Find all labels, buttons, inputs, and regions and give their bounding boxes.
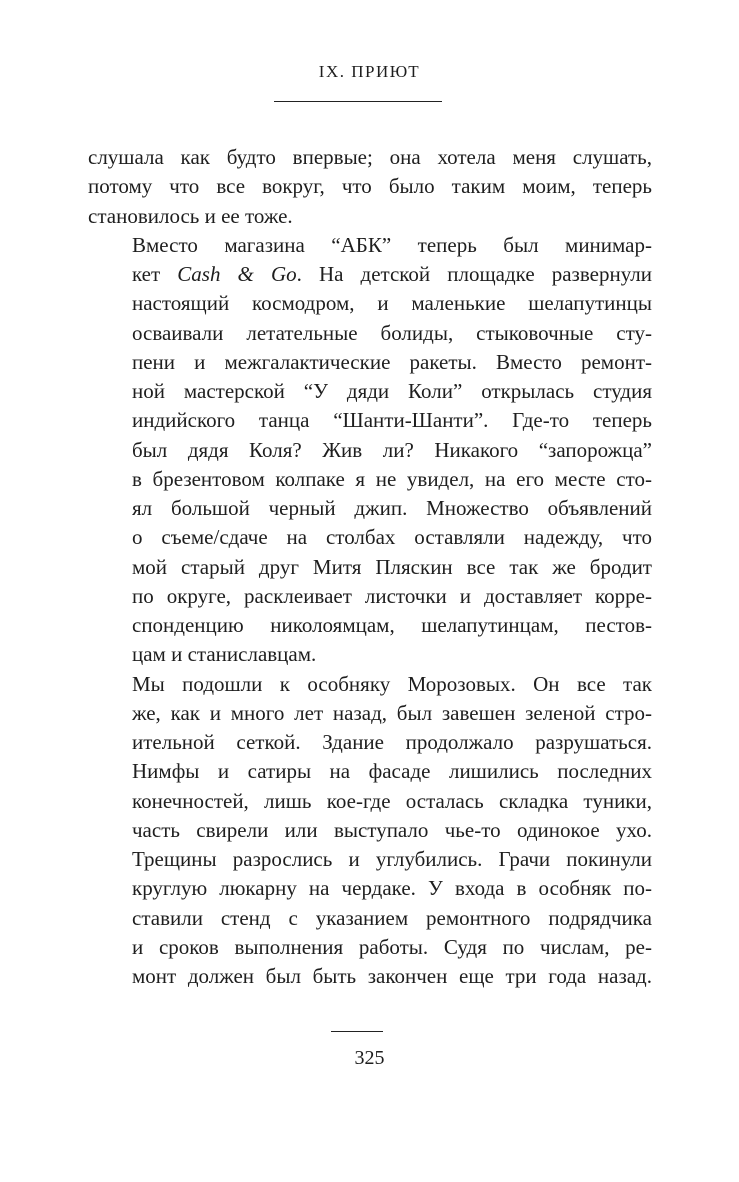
footer-rule (331, 1031, 383, 1032)
text-line: круглую люкарну на чердаке. У входа в особняк по- (132, 876, 652, 901)
brand-name: Cash & Go (177, 262, 297, 286)
text-line: цам и станиславцам. (132, 642, 317, 667)
text-line (88, 260, 652, 289)
text-line: монт должен был быть закончен еще три года назад. (132, 964, 652, 988)
running-head: IX. ПРИЮТ (318, 62, 421, 81)
text-line: ительной сеткой. Здание продолжало разрушаться. (132, 730, 652, 754)
text-line: был дядя Коля? Жив ли? Никакого “запорожца” (132, 437, 652, 462)
text-line: пени и межгалактические ракеты. Вместо ремонт- (132, 349, 652, 374)
header-rule (274, 101, 442, 102)
text-line: осваивали летательные болиды, стыковочные сту- (132, 320, 652, 345)
text-line: о съеме/сдаче на столбах оставляли надежду, что (132, 525, 652, 550)
text-line: Вместо магазина “АБК” теперь был минимар- (132, 232, 652, 257)
text-line: Мы подошли к особняку Морозовых. Он все так (132, 671, 652, 696)
text-line: становилось и ее тоже. (88, 203, 293, 228)
text-line: Трещины разрослись и углубились. Грачи покинули (132, 847, 652, 871)
text-line: ной мастерской “У дяди Коли” открылась студия (132, 379, 652, 403)
text-line: же, как и много лет назад, был завешен зеленой стро- (132, 700, 652, 725)
text-line: в брезентовом колпаке я не увидел, на его месте сто- (132, 466, 652, 491)
text-line: спонденцию николоямцам, шелапутинцам, пестов- (132, 613, 652, 637)
text-line: и сроков выполнения работы. Судя по числам, ре- (132, 934, 652, 959)
text-line: потому что все вокруг, что было таким моим, теперь (88, 174, 652, 199)
text-line: по округе, расклеивает листочки и доставляет корре- (132, 583, 652, 608)
paragraph-3 (88, 670, 652, 992)
paragraph-1 (88, 143, 652, 231)
text-line: ставили стенд с указанием ремонтного подрядчика (132, 905, 652, 930)
text-line: ял большой черный джип. Множество объявлений (132, 496, 652, 520)
text-line: мой старый друг Митя Пляскин все так же бродит (132, 554, 652, 579)
text-line: часть свирели или выступало чье-то одинокое ухо. (132, 817, 652, 842)
text-fragment: кет (132, 262, 178, 286)
text-line: Нимфы и сатиры на фасаде лишились последних (132, 759, 652, 784)
text-line: настоящий космодром, и маленькие шелапутинцы (132, 291, 652, 316)
text-line: конечностей, лишь кое-где осталась складка туники, (132, 788, 652, 813)
text-line: слушала как будто впервые; она хотела меня слушать, (88, 145, 652, 169)
text-line: индийского танца “Шанти-Шанти”. Где-то теперь (132, 408, 652, 433)
page-number: 325 (354, 1047, 385, 1069)
text-fragment: . На детской площадке развернули (296, 262, 652, 286)
body-text (88, 143, 652, 991)
paragraph-2 (88, 231, 652, 670)
